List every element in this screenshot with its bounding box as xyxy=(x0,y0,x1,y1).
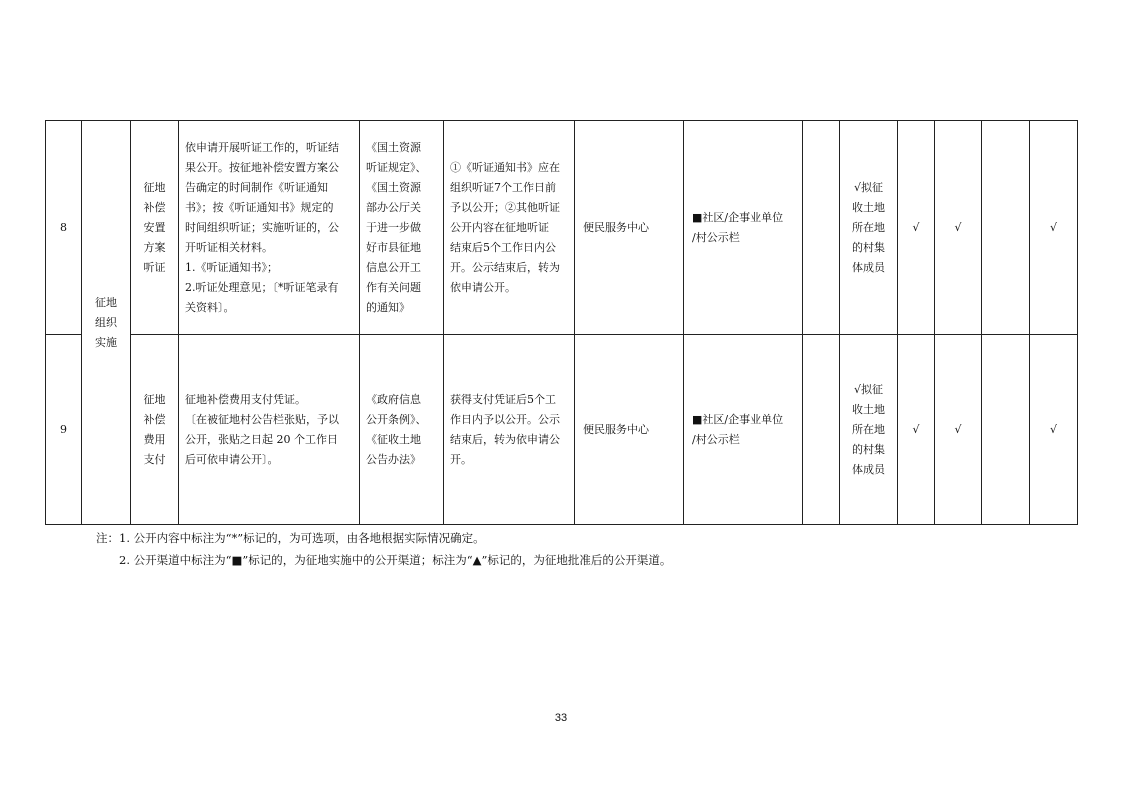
content-line: 〔在被征地村公告栏张贴，予以 xyxy=(185,412,339,426)
blank-cell xyxy=(803,335,840,525)
basis-line: 《政府信息 xyxy=(366,392,421,406)
time-line: 组织听证7个工作日前 xyxy=(450,180,556,194)
object-line: 体成员 xyxy=(852,260,885,274)
content-cell xyxy=(179,335,360,525)
time-limit-cell xyxy=(444,121,575,335)
basis-line: 信息公开工 xyxy=(366,260,421,274)
check-cell: √ xyxy=(1030,335,1078,525)
basis-line: 《国土资源 xyxy=(366,140,421,154)
table-row xyxy=(46,335,1078,525)
check-cell: √ xyxy=(898,121,935,335)
item-cell xyxy=(131,121,179,335)
object-line: √拟征 xyxy=(853,180,883,194)
channel-line: /村公示栏 xyxy=(692,230,740,244)
check-cell xyxy=(982,335,1030,525)
time-line: 获得支付凭证后5个工 xyxy=(450,392,556,406)
blank-cell xyxy=(803,121,840,335)
content-line: 2.听证处理意见；〔*听证笔录有 xyxy=(185,280,339,294)
channel-line: ■社区/企事业单位 xyxy=(692,210,784,224)
check-cell xyxy=(982,121,1030,335)
content-line: 1.《听证通知书》； xyxy=(185,260,278,274)
basis-cell xyxy=(360,121,444,335)
stage-line: 征地 xyxy=(95,295,117,309)
responsible-body-cell: 便民服务中心 xyxy=(575,121,684,335)
item-line: 听证 xyxy=(143,260,166,274)
responsible-body-cell: 便民服务中心 xyxy=(575,335,684,525)
item-line: 费用 xyxy=(143,432,166,446)
object-line: 所在地 xyxy=(852,220,885,234)
check-cell: √ xyxy=(898,335,935,525)
check-cell: √ xyxy=(935,335,982,525)
check-cell: √ xyxy=(1030,121,1078,335)
item-line: 补偿 xyxy=(143,412,166,426)
basis-cell xyxy=(360,335,444,525)
object-line: √拟征 xyxy=(853,382,883,396)
item-line: 补偿 xyxy=(143,200,166,214)
check-cell: √ xyxy=(935,121,982,335)
basis-line: 作有关问题 xyxy=(366,280,421,294)
row-number: 8 xyxy=(46,121,82,335)
object-line: 的村集 xyxy=(852,240,885,254)
disclosure-table xyxy=(45,120,1078,525)
stage-line: 实施 xyxy=(95,335,117,349)
content-line: 征地补偿费用支付凭证。 xyxy=(185,392,306,406)
page-number: 33 xyxy=(554,712,568,724)
object-line: 收土地 xyxy=(852,200,885,214)
basis-line: 部办公厅关 xyxy=(366,200,421,214)
item-line: 方案 xyxy=(143,240,166,254)
time-line: 公开内容在征地听证 xyxy=(450,220,549,234)
time-line: 结束后，转为依申请公 xyxy=(450,432,560,446)
content-line: 后可依申请公开〕。 xyxy=(185,452,279,466)
basis-line: 公告办法》 xyxy=(366,452,421,466)
object-line: 体成员 xyxy=(852,462,885,476)
item-line: 支付 xyxy=(143,452,166,466)
time-line: 作日内予以公开。公示 xyxy=(450,412,560,426)
time-line: 结束后5个工作日内公 xyxy=(450,240,556,254)
channel-cell xyxy=(684,121,803,335)
time-line: ①《听证通知书》应在 xyxy=(450,160,560,174)
time-line: 开。 xyxy=(450,452,472,466)
time-line: 开。公示结束后，转为 xyxy=(450,260,560,274)
item-cell xyxy=(131,335,179,525)
note-line-2: 2. 公开渠道中标注为“■”标记的，为征地实施中的公开渠道；标注为“▲”标记的，为征地批准后的公开渠道。 xyxy=(119,553,672,567)
content-line: 书》；按《听证通知书》规定的 xyxy=(185,200,334,214)
content-line: 果公开。按征地补偿安置方案公 xyxy=(185,160,339,174)
content-line: 开听证相关材料。 xyxy=(185,240,273,254)
basis-line: 《征收土地 xyxy=(366,432,421,446)
time-line: 予以公开；②其他听证 xyxy=(450,200,560,214)
content-line: 时间组织听证；实施听证的，公 xyxy=(185,220,339,234)
content-cell xyxy=(179,121,360,335)
item-line: 征地 xyxy=(143,392,166,406)
item-line: 安置 xyxy=(143,220,166,234)
time-limit-cell xyxy=(444,335,575,525)
basis-line: 《国土资源 xyxy=(366,180,421,194)
time-line: 依申请公开。 xyxy=(450,280,516,294)
object-cell xyxy=(840,335,898,525)
content-line: 公开，张贴之日起 20 个工作日 xyxy=(185,432,338,446)
item-line: 征地 xyxy=(143,180,166,194)
object-cell xyxy=(840,121,898,335)
basis-line: 好市县征地 xyxy=(366,240,421,254)
basis-line: 于进一步做 xyxy=(366,220,421,234)
stage-line: 组织 xyxy=(95,315,117,329)
row-number: 9 xyxy=(46,335,82,525)
stage-cell xyxy=(82,121,131,525)
note-line-1: 注：1. 公开内容中标注为“*”标记的，为可选项，由各地根据实际情况确定。 xyxy=(96,531,485,545)
table-notes xyxy=(96,527,671,571)
content-line: 关资料〕。 xyxy=(185,300,235,314)
object-line: 收土地 xyxy=(852,402,885,416)
content-line: 依申请开展听证工作的，听证结 xyxy=(185,140,339,154)
basis-line: 听证规定》、 xyxy=(366,160,427,174)
channel-line: ■社区/企事业单位 xyxy=(692,412,784,426)
table-row xyxy=(46,121,1078,335)
basis-line: 的通知》 xyxy=(366,300,410,314)
channel-line: /村公示栏 xyxy=(692,432,740,446)
object-line: 的村集 xyxy=(852,442,885,456)
content-line: 告确定的时间制作《听证通知 xyxy=(185,180,328,194)
basis-line: 公开条例》、 xyxy=(366,412,427,426)
channel-cell xyxy=(684,335,803,525)
object-line: 所在地 xyxy=(852,422,885,436)
